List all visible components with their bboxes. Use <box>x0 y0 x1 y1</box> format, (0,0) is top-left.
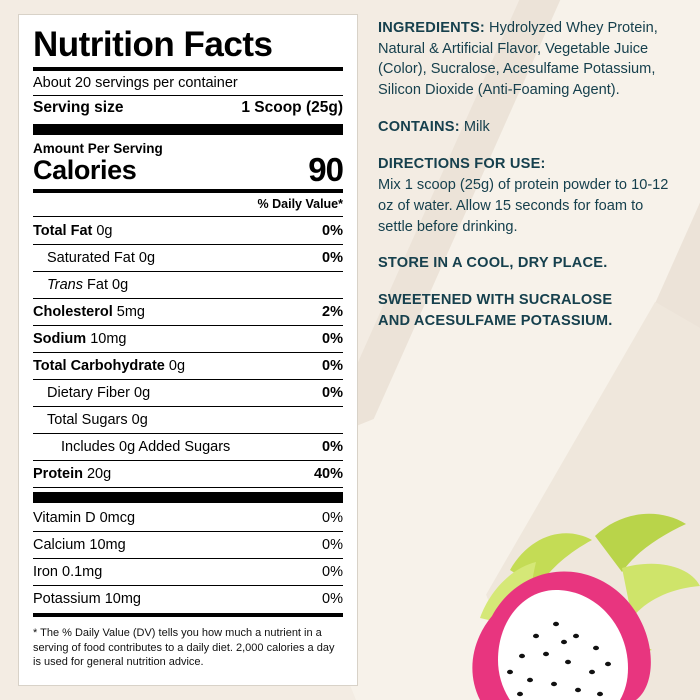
divider <box>33 352 343 353</box>
nutrient-name: Includes 0g Added Sugars <box>61 438 231 455</box>
nutrition-facts-panel <box>18 14 358 686</box>
directions-heading: DIRECTIONS FOR USE: <box>378 155 546 172</box>
divider <box>33 531 343 532</box>
nutrient-label <box>33 223 322 239</box>
nutrient-row <box>33 301 343 323</box>
nutrient-name: Total Sugars <box>47 411 128 428</box>
nutrient-amount: 20g <box>82 465 112 482</box>
nutrient-label <box>61 439 322 455</box>
nutrient-amount: 10mg <box>86 330 127 347</box>
storage-block <box>378 253 678 274</box>
calories-value: 90 <box>308 150 343 188</box>
divider <box>33 460 343 461</box>
calories-label: Calories <box>33 154 137 185</box>
serving-size-row <box>33 98 343 120</box>
micronutrient-daily-value: 0% <box>322 563 343 580</box>
nutrition-facts-title: Nutrition Facts <box>33 25 273 64</box>
nutrient-label <box>33 358 322 374</box>
contains-paragraph <box>378 117 678 138</box>
amount-per-serving-label: Amount Per Serving <box>33 140 163 156</box>
nutrient-daily-value: 0% <box>322 222 343 239</box>
nutrient-label <box>33 466 314 482</box>
nutrient-name: Total Carbohydrate <box>33 357 165 374</box>
divider-thick <box>33 492 343 503</box>
nutrient-amount: 0g <box>134 249 156 266</box>
micronutrient-daily-value: 0% <box>322 536 343 553</box>
micronutrient-label: Iron 0.1mg <box>33 563 103 580</box>
divider <box>33 613 343 617</box>
serving-size-value: 1 Scoop (25g) <box>241 98 343 116</box>
directions-text: Mix 1 scoop (25g) of protein powder to 10-12 oz of water. Allow 15 seconds for foam to settle before drinking. <box>378 177 669 235</box>
nutrient-daily-value: 0% <box>322 384 343 401</box>
nutrient-row <box>33 436 343 458</box>
nutrient-name: Sodium <box>33 330 87 347</box>
nutrient-name: Dietary Fiber <box>47 384 130 401</box>
contains-heading: CONTAINS: <box>378 118 460 135</box>
serving-size-label: Serving size <box>33 98 124 116</box>
nutrient-label <box>47 385 322 401</box>
divider <box>33 585 343 586</box>
ingredients-text: Hydrolyzed Whey Protein, Natural & Artificial Flavor, Vegetable Juice (Color), Sucralose, Acesulfame Potassium, Silicon Dioxide (Anti-Foaming Agent). <box>378 20 658 99</box>
nutrient-row <box>33 382 343 404</box>
daily-value-footnote: * The % Daily Value (DV) tells you how much a nutrient in a serving of food contributes to a daily diet. 2,000 calories a day is used for general nutrition advice. <box>33 626 335 669</box>
product-info-column <box>378 18 678 348</box>
nutrient-row <box>33 220 343 242</box>
nutrient-daily-value: 40% <box>313 465 343 482</box>
divider <box>33 244 343 245</box>
nutrient-name: Total Fat <box>33 222 93 239</box>
nutrient-daily-value: 2% <box>322 303 343 320</box>
micronutrient-label: Calcium 10mg <box>33 536 126 553</box>
nutrient-label <box>47 250 322 266</box>
nutrient-row <box>33 328 343 350</box>
contains-block <box>378 117 678 138</box>
micronutrient-row <box>33 534 343 556</box>
nutrient-amount: 5mg <box>112 303 146 320</box>
divider <box>33 433 343 434</box>
nutrient-amount: 0g <box>127 411 148 428</box>
nutrient-row <box>33 463 343 485</box>
nutrient-name: Saturated Fat <box>47 249 135 266</box>
nutrient-label <box>47 277 343 293</box>
ingredients-paragraph <box>378 18 678 101</box>
nutrient-name: Protein <box>33 465 83 482</box>
nutrient-name: Trans <box>47 276 83 293</box>
divider <box>33 379 343 380</box>
nutrient-row <box>33 355 343 377</box>
micronutrient-row <box>33 561 343 583</box>
nutrient-row <box>33 409 343 431</box>
nutrient-daily-value: 0% <box>322 249 343 266</box>
micronutrient-daily-value: 0% <box>322 509 343 526</box>
micronutrient-rows <box>33 507 343 610</box>
daily-value-header: % Daily Value* <box>257 196 343 211</box>
divider <box>33 406 343 407</box>
nutrient-amount: 0g <box>130 384 151 401</box>
nutrient-name: Cholesterol <box>33 303 113 320</box>
divider <box>33 216 343 217</box>
sweetener-block <box>378 290 678 331</box>
divider <box>33 558 343 559</box>
micronutrient-daily-value: 0% <box>322 590 343 607</box>
servings-per-container: About 20 servings per container <box>33 74 238 91</box>
ingredients-heading: INGREDIENTS: <box>378 20 485 36</box>
micronutrient-row <box>33 588 343 610</box>
ingredients-block <box>378 18 678 101</box>
storage-line: STORE IN A COOL, DRY PLACE. <box>378 255 608 272</box>
nutrient-daily-value: 0% <box>322 357 343 374</box>
nutrient-amount: 0g <box>164 357 186 374</box>
nutrient-label <box>47 412 343 428</box>
nutrient-row <box>33 247 343 269</box>
sweetener-line-1: SWEETENED WITH SUCRALOSE <box>378 292 613 309</box>
micronutrient-row <box>33 507 343 529</box>
divider <box>33 298 343 299</box>
nutrient-label <box>33 331 322 347</box>
nutrient-amount: 0g <box>92 222 113 239</box>
nutrient-daily-value: 0% <box>322 330 343 347</box>
divider <box>33 325 343 326</box>
directions-block <box>378 154 678 238</box>
calories-row <box>33 150 343 188</box>
nutrient-daily-value: 0% <box>322 438 343 455</box>
divider <box>33 487 343 488</box>
divider <box>33 95 343 96</box>
nutrient-rows <box>33 220 343 488</box>
nutrient-label <box>33 304 322 320</box>
nutrient-amount: Fat 0g <box>83 276 129 293</box>
sweetener-line-2: AND ACESULFAME POTASSIUM. <box>378 312 613 329</box>
micronutrient-label: Potassium 10mg <box>33 590 141 607</box>
divider <box>33 189 343 193</box>
dragonfruit-illustration <box>360 440 700 700</box>
micronutrient-label: Vitamin D 0mcg <box>33 509 136 526</box>
nutrient-row <box>33 274 343 296</box>
contains-text: Milk <box>459 118 490 135</box>
divider <box>33 271 343 272</box>
divider-thick <box>33 124 343 135</box>
divider <box>33 67 343 71</box>
